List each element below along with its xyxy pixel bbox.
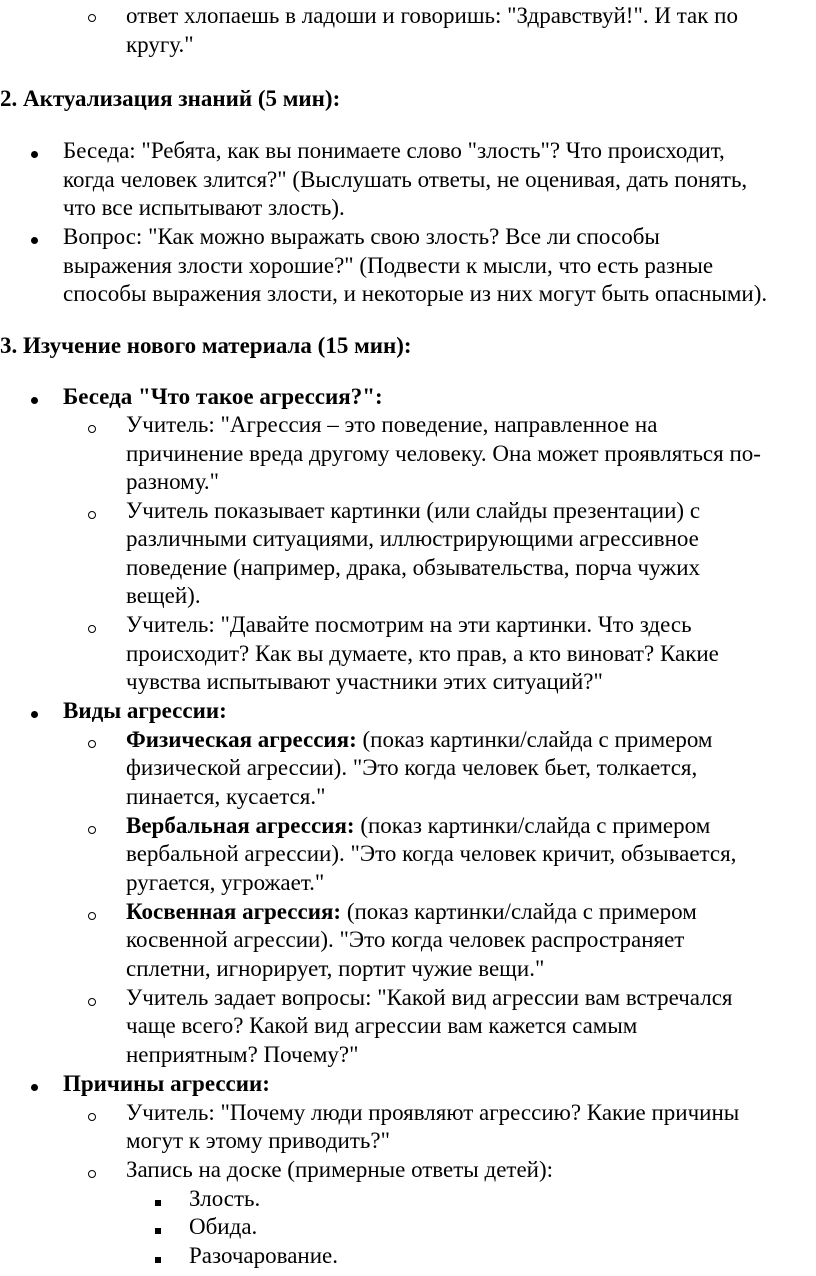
section-heading: 3. Изучение нового материала (15 мин): xyxy=(0,333,412,358)
list-item-text: чаще всего? Какой вид агрессии вам кажется самым xyxy=(126,1013,638,1038)
list-item-text: Запись на доске (примерные ответы детей): xyxy=(126,1157,554,1182)
list-item-text xyxy=(126,812,710,841)
list-item-text: Учитель показывает картинки (или слайды презентации) с xyxy=(126,498,701,523)
circle-bullet-icon xyxy=(88,912,96,920)
list-item-text: кругу." xyxy=(126,32,194,57)
list-item-text: разному." xyxy=(126,469,220,494)
list-item-text: физической агрессии). "Это когда человек бьет, толкается, xyxy=(126,755,698,780)
list-item-text: когда человек злится?" (Выслушать ответы, не оценивая, дать понять, xyxy=(63,167,748,192)
board-item: Разочарование. xyxy=(189,1243,338,1268)
list-item-text: поведение (например, драка, обзывательства, порча чужих xyxy=(126,555,701,580)
disc-bullet-icon xyxy=(31,151,38,158)
list-item-text: ругается, угрожает." xyxy=(126,870,325,895)
list-item-text: способы выражения злости, и некоторые из них могут быть опасными). xyxy=(63,281,768,306)
term-label: Вербальная агрессия: xyxy=(126,813,355,838)
list-item-text: Учитель: "Агрессия – это поведение, направленное на xyxy=(126,412,658,437)
list-item-text: выражения злости хорошие?" (Подвести к мысли, что есть разные xyxy=(63,253,714,278)
circle-bullet-icon xyxy=(88,1113,96,1121)
square-bullet-icon xyxy=(155,1228,161,1234)
term-label: Физическая агрессия: xyxy=(126,727,357,752)
circle-bullet-icon xyxy=(88,826,96,834)
disc-bullet-icon xyxy=(31,397,38,404)
list-item-text: Учитель: "Почему люди проявляют агрессию? Какие причины xyxy=(126,1100,740,1125)
topic-title: Причины агрессии: xyxy=(63,1071,270,1096)
list-item-text: ответ хлопаешь в ладоши и говоришь: "Здравствуй!". И так по xyxy=(126,3,738,28)
list-item-text: Вопрос: "Как можно выражать свою злость? Все ли способы xyxy=(63,224,660,249)
topic-title: Виды агрессии: xyxy=(63,698,227,723)
list-item-text: причинение вреда другому человеку. Она может проявляться по- xyxy=(126,441,761,466)
circle-bullet-icon xyxy=(88,14,96,22)
term-description: (показ картинки/слайда с примером xyxy=(354,813,711,838)
list-item-text: происходит? Как вы думаете, кто прав, а кто виноват? Какие xyxy=(126,641,719,666)
circle-bullet-icon xyxy=(88,625,96,633)
circle-bullet-icon xyxy=(88,998,96,1006)
list-item-text: вербальной агрессии). "Это когда человек кричит, обзывается, xyxy=(126,841,737,866)
list-item-text: Учитель задает вопросы: "Какой вид агрессии вам встречался xyxy=(126,985,733,1010)
disc-bullet-icon xyxy=(31,1084,38,1091)
circle-bullet-icon xyxy=(88,1170,96,1178)
list-item-text: могут к этому приводить?" xyxy=(126,1128,391,1153)
circle-bullet-icon xyxy=(88,740,96,748)
term-description: (показ картинки/слайда с примером xyxy=(356,727,713,752)
list-item-text: Учитель: "Давайте посмотрим на эти картинки. Что здесь xyxy=(126,612,692,637)
list-item-text: вещей). xyxy=(126,583,201,608)
list-item-text: косвенной агрессии). "Это когда человек распространяет xyxy=(126,927,685,952)
disc-bullet-icon xyxy=(31,711,38,718)
list-item-text xyxy=(126,898,697,927)
list-item-text: различными ситуациями, иллюстрирующими агрессивное xyxy=(126,526,699,551)
list-item-text: сплетни, игнорирует, портит чужие вещи." xyxy=(126,956,545,981)
board-item: Злость. xyxy=(189,1186,261,1211)
circle-bullet-icon xyxy=(88,511,96,519)
term-label: Косвенная агрессия: xyxy=(126,899,342,924)
disc-bullet-icon xyxy=(31,237,38,244)
circle-bullet-icon xyxy=(88,425,96,433)
term-description: (показ картинки/слайда с примером xyxy=(341,899,697,924)
list-item-text: Беседа: "Ребята, как вы понимаете слово "злость"? Что происходит, xyxy=(63,138,725,163)
topic-title: Беседа "Что такое агрессия?": xyxy=(63,384,383,409)
list-item-text: пинается, кусается." xyxy=(126,784,326,809)
square-bullet-icon xyxy=(155,1200,161,1206)
square-bullet-icon xyxy=(155,1257,161,1263)
board-item: Обида. xyxy=(189,1214,258,1239)
list-item-text: чувства испытывают участники этих ситуаций?" xyxy=(126,669,603,694)
list-item-text: неприятным? Почему?" xyxy=(126,1042,359,1067)
list-item-text: что все испытывают злость). xyxy=(63,195,345,220)
list-item-text xyxy=(126,726,712,755)
section-heading: 2. Актуализация знаний (5 мин): xyxy=(0,86,341,111)
